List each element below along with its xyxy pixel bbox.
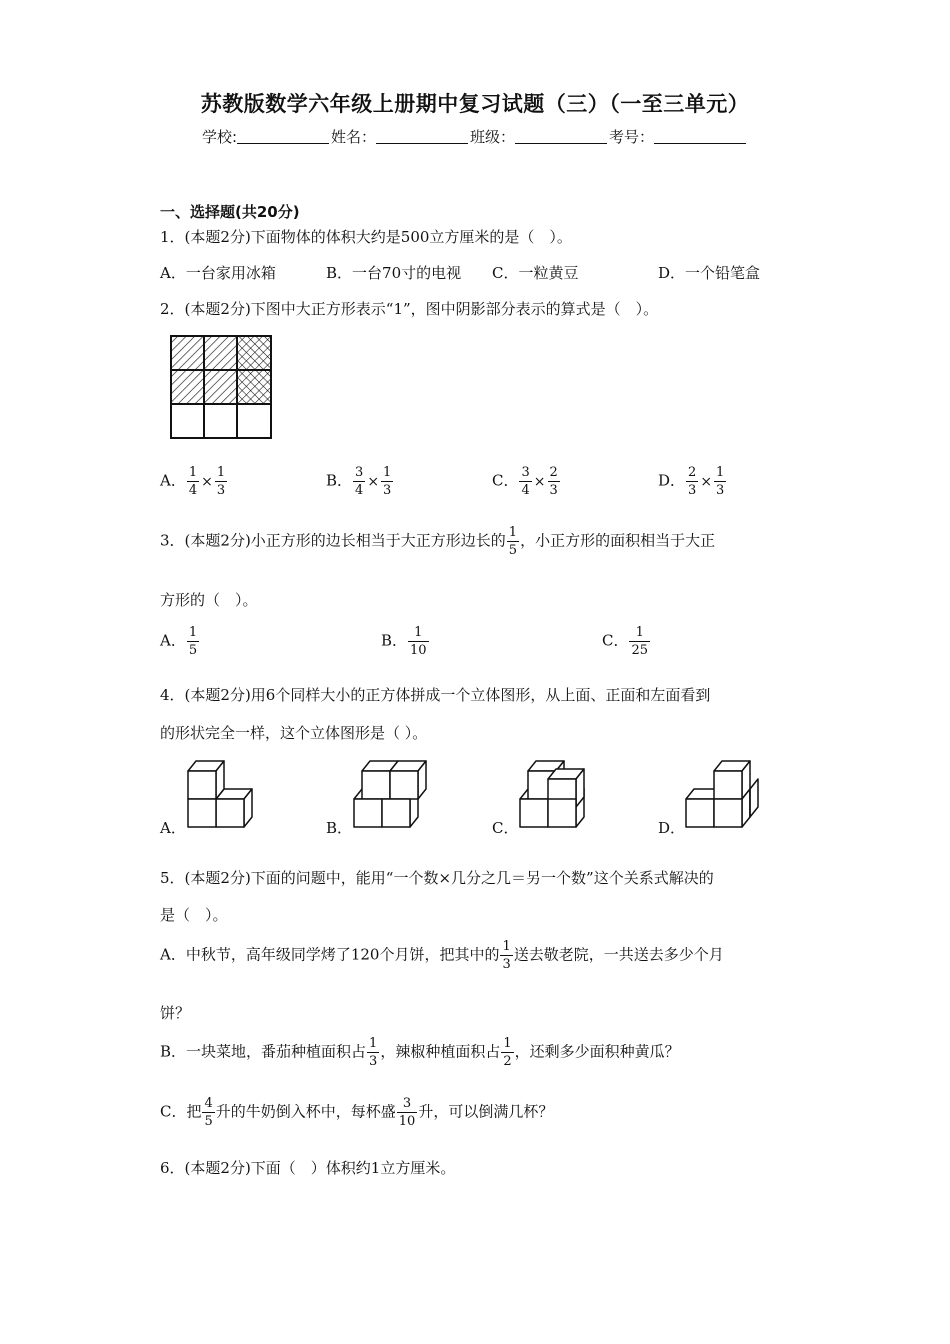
q4-option-a-label[interactable]: A． [160, 819, 186, 837]
fraction: $\frac{3}{10}$ [398, 1096, 416, 1129]
q5-stem-line2: 是（ ）。 [160, 906, 228, 924]
school-blank[interactable] [237, 129, 329, 144]
class-blank[interactable] [515, 129, 607, 144]
q4-figure-a [186, 751, 266, 831]
q5-option-a-cont: 饼？ [160, 1004, 191, 1022]
q2-stem: 2．(本题2分)下图中大正方形表示“1”，图中阴影部分表示的算式是（ ）。 [160, 300, 659, 318]
q3-stem-line2: 方形的（ ）。 [160, 591, 258, 609]
q2-option-a[interactable]: A． $\frac{1}{4}$ × $\frac{1}{3}$ [160, 465, 226, 498]
name-blank[interactable] [376, 129, 468, 144]
q2-option-d[interactable]: D． $\frac{2}{3}$ × $\frac{1}{3}$ [658, 465, 725, 498]
q1-option-c[interactable]: C．一粒黄豆 [492, 264, 579, 282]
q5-option-a[interactable]: A．中秋节，高年级同学烤了120个月饼，把其中的 $\frac{1}{3}$ 送去敬老院，一共送去多少个月 [160, 939, 724, 972]
fraction: $\frac{1}{5}$ [508, 525, 518, 558]
q2-grid-figure [170, 335, 274, 439]
fraction: $\frac{1}{3}$ [716, 465, 725, 498]
option-label: D． [658, 471, 686, 490]
fraction: $\frac{1}{3}$ [216, 465, 226, 498]
fraction: $\frac{1}{10}$ [410, 625, 427, 658]
option-label: C． [492, 471, 519, 490]
fraction: $\frac{2}{3}$ [549, 465, 558, 498]
exam-no-label: 考号： [609, 128, 655, 146]
option-label: B． [326, 471, 353, 490]
fraction: $\frac{2}{3}$ [688, 465, 697, 498]
student-info-line [0, 126, 950, 147]
fraction: $\frac{1}{2}$ [503, 1036, 512, 1069]
q2-option-b[interactable]: B． $\frac{3}{4}$ × $\frac{1}{3}$ [326, 465, 392, 498]
q5-option-c[interactable]: C．把 $\frac{4}{5}$ 升的牛奶倒入杯中，每杯盛 $\frac{3}{10}$ 升，可以倒满几杯？ [160, 1096, 554, 1129]
fraction: $\frac{4}{5}$ [204, 1096, 213, 1129]
exam-no-blank[interactable] [654, 129, 746, 144]
q1-option-b[interactable]: B．一台70寸的电视 [326, 264, 462, 282]
fraction: $\frac{1}{3}$ [369, 1036, 378, 1069]
section-title: 一、选择题(共20分) [160, 203, 300, 221]
page-title: 苏教版数学六年级上册期中复习试题（三）（一至三单元） [200, 92, 750, 116]
q3-option-b[interactable]: B． $\frac{1}{10}$ [381, 625, 427, 658]
fraction: $\frac{1}{4}$ [188, 465, 198, 498]
q1-option-d[interactable]: D．一个铅笔盒 [658, 264, 761, 282]
q3-stem-line1: 3．(本题2分)小正方形的边长相当于大正方形边长的 $\frac{1}{5}$ ，小正方形的面积相当于大正 [160, 525, 716, 558]
fraction: $\frac{1}{3}$ [383, 465, 392, 498]
q1-option-a[interactable]: A．一台家用冰箱 [160, 264, 276, 282]
q4-figure-d [684, 751, 764, 831]
fraction: $\frac{3}{4}$ [521, 465, 530, 498]
q4-stem-line1: 4．(本题2分)用6个同样大小的正方体拼成一个立体图形，从上面、正面和左面看到 [160, 686, 711, 704]
option-label: A． [160, 471, 186, 490]
school-label: 学校: [201, 128, 237, 146]
fraction: $\frac{1}{5}$ [188, 625, 198, 658]
name-label: 姓名： [331, 128, 377, 146]
fraction: $\frac{3}{4}$ [355, 465, 364, 498]
q5-stem-line1: 5．(本题2分)下面的问题中，能用“一个数×几分之几＝另一个数”这个关系式解决的 [160, 869, 714, 887]
class-label: 班级： [470, 128, 516, 146]
q3-option-a[interactable]: A． $\frac{1}{5}$ [160, 625, 198, 658]
fraction: $\frac{1}{3}$ [502, 939, 511, 972]
q1-stem: 1．(本题2分)下面物体的体积大约是500立方厘米的是（ ）。 [160, 228, 572, 246]
q2-option-c[interactable]: C． $\frac{3}{4}$ × $\frac{2}{3}$ [492, 465, 558, 498]
q4-option-c-label[interactable]: C． [492, 819, 519, 837]
q4-figure-b [352, 751, 432, 831]
q4-option-d-label[interactable]: D． [658, 819, 686, 837]
q4-option-b-label[interactable]: B． [326, 819, 353, 837]
q3-option-c[interactable]: C． $\frac{1}{25}$ [602, 625, 649, 658]
q4-figure-c [518, 751, 598, 831]
q4-stem-line2: 的形状完全一样，这个立体图形是（ ）。 [160, 724, 428, 742]
q5-option-b[interactable]: B．一块菜地，番茄种植面积占 $\frac{1}{3}$ ，辣椒种植面积占 $\frac{1}{2}$ ，还剩多少面积种黄瓜？ [160, 1036, 680, 1069]
q6-stem: 6．(本题2分)下面（ ）体积约1立方厘米。 [160, 1159, 456, 1177]
fraction: $\frac{1}{25}$ [631, 625, 649, 658]
